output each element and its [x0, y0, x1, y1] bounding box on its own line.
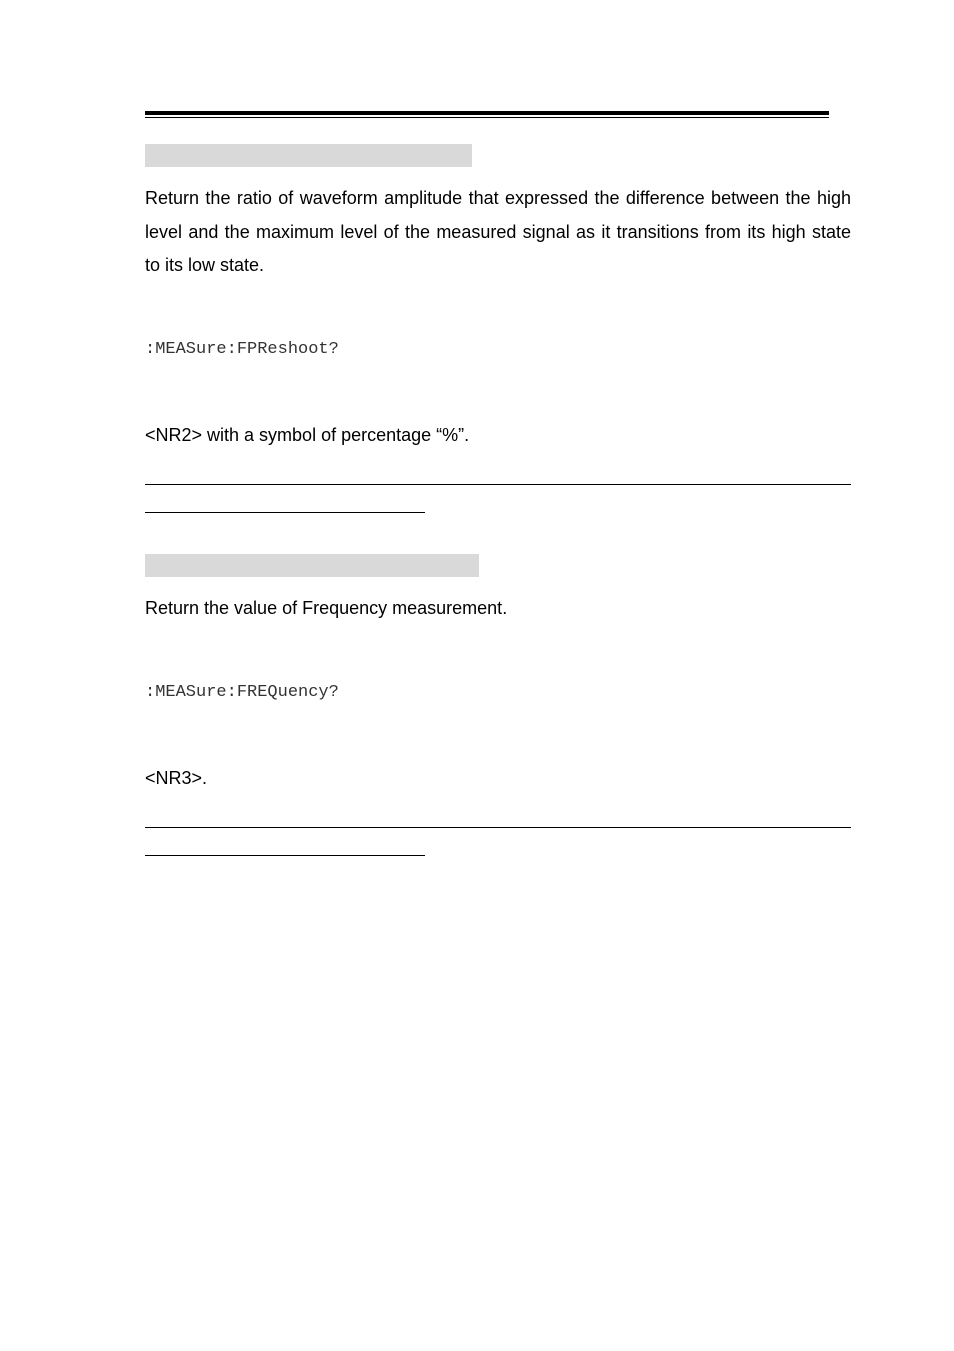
example-line-4 [145, 855, 425, 856]
fpreshoot-return-format: <NR2> with a symbol of percentage “%”. [145, 425, 470, 445]
section-heading-bar-frequency [145, 554, 479, 577]
frequency-return-format: <NR3>. [145, 768, 208, 788]
fpreshoot-syntax: :MEASure:FPReshoot? [145, 340, 339, 359]
header-rule [145, 111, 829, 115]
fpreshoot-description: Return the ratio of waveform amplitude that expressed the difference between the high level and the maximum level of the measured signal as it transitions from its high state to its low state. [145, 188, 851, 275]
section-heading-bar-fpreshoot [145, 144, 472, 167]
header-rule-thin [145, 117, 829, 118]
example-line-1 [145, 484, 851, 485]
frequency-description: Return the value of Frequency measurement. [145, 598, 508, 618]
example-line-2 [145, 512, 425, 513]
example-line-3 [145, 827, 851, 828]
frequency-syntax: :MEASure:FREQuency? [145, 683, 339, 702]
